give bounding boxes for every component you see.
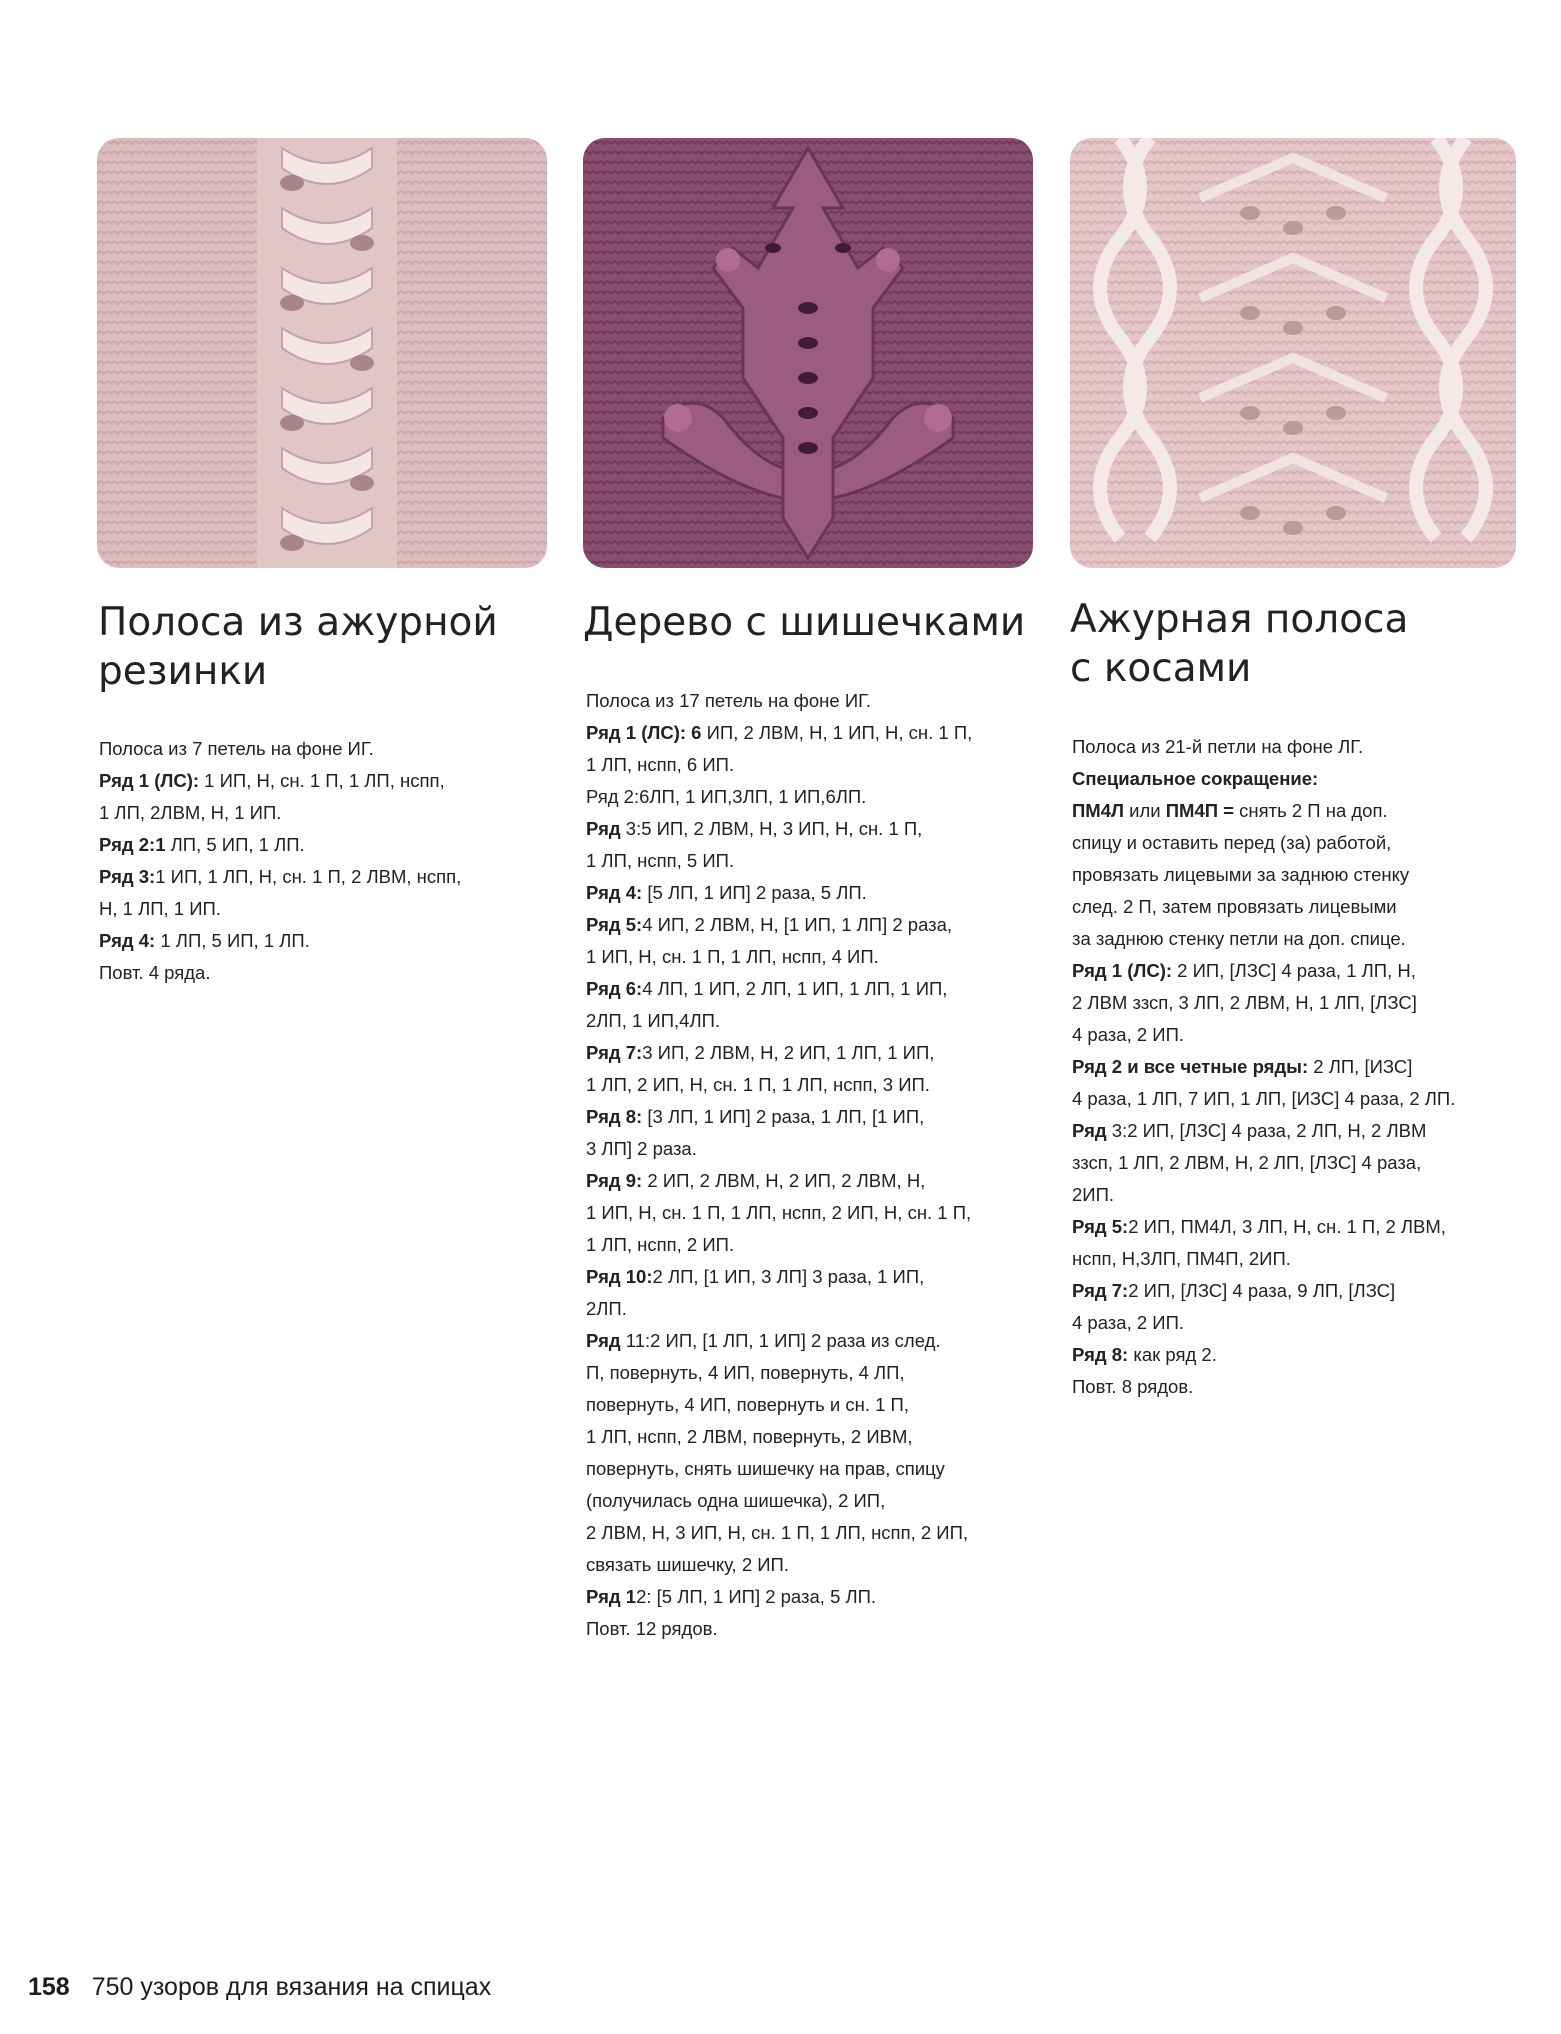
- instruction-line: Ряд 1 (ЛС): 6 ИП, 2 ЛВМ, Н, 1 ИП, Н, сн. 1 П,: [586, 722, 973, 743]
- instruction-line: связать шишечку, 2 ИП.: [586, 1554, 789, 1575]
- instruction-line: 1 ЛП, нспп, 2 ЛВМ, повернуть, 2 ИВМ,: [586, 1426, 913, 1447]
- page-footer: [28, 1973, 491, 2002]
- instruction-line: Ряд 4: [5 ЛП, 1 ИП] 2 раза, 5 ЛП.: [586, 882, 867, 903]
- instruction-line: 4 раза, 2 ИП.: [1072, 1312, 1185, 1333]
- instruction-line: 3 ЛП] 2 раза.: [586, 1138, 697, 1159]
- instruction-line: Ряд 3:1 ИП, 1 ЛП, Н, сн. 1 П, 2 ЛВМ, нспп,: [99, 866, 462, 887]
- instruction-line: Ряд 8: [3 ЛП, 1 ИП] 2 раза, 1 ЛП, [1 ИП,: [586, 1106, 925, 1127]
- instruction-line: Полоса из 17 петель на фоне ИГ.: [586, 690, 872, 711]
- instruction-line: спицу и оставить перед (за) работой,: [1072, 832, 1392, 853]
- instruction-line: нспп, Н,3ЛП, ПМ4П, 2ИП.: [1072, 1248, 1291, 1269]
- instruction-line: 4 раза, 1 ЛП, 7 ИП, 1 ЛП, [ИЗС] 4 раза, 2 ЛП.: [1072, 1088, 1456, 1109]
- instruction-line: Ряд 6:4 ЛП, 1 ИП, 2 ЛП, 1 ИП, 1 ЛП, 1 ИП,: [586, 978, 948, 999]
- swatch-photo-lace-stripe-with-cables: [1070, 138, 1516, 568]
- swatch-photo-tree-with-bobbles: [583, 138, 1033, 568]
- pattern-title-1-line2: резинки: [98, 649, 268, 694]
- instruction-line: Ряд 10:2 ЛП, [1 ИП, 3 ЛП] 3 раза, 1 ИП,: [586, 1266, 925, 1287]
- instruction-line: Ряд 7:3 ИП, 2 ЛВМ, Н, 2 ИП, 1 ЛП, 1 ИП,: [586, 1042, 935, 1063]
- instruction-line: Ряд 2:6ЛП, 1 ИП,3ЛП, 1 ИП,6ЛП.: [586, 786, 867, 807]
- instruction-line: Полоса из 7 петель на фоне ИГ.: [99, 738, 374, 759]
- instruction-line: Ряд 3:5 ИП, 2 ЛВМ, Н, 3 ИП, Н, сн. 1 П,: [586, 818, 923, 839]
- instruction-line: провязать лицевыми за заднюю стенку: [1072, 864, 1410, 885]
- pattern-instructions-3: [1072, 731, 1455, 1403]
- instruction-line: ПМ4Л или ПМ4П = снять 2 П на доп.: [1072, 800, 1388, 821]
- instruction-line: 4 раза, 2 ИП.: [1072, 1024, 1185, 1045]
- instruction-line: Ряд 3:2 ИП, [ЛЗС] 4 раза, 2 ЛП, Н, 2 ЛВМ: [1072, 1120, 1427, 1141]
- pattern-title-2-line1: Дерево с шишечками: [583, 600, 1026, 645]
- instruction-line: 2ИП.: [1072, 1184, 1115, 1205]
- instruction-line: Ряд 2:1 ЛП, 5 ИП, 1 ЛП.: [99, 834, 305, 855]
- instruction-line: ззсп, 1 ЛП, 2 ЛВМ, Н, 2 ЛП, [ЛЗС] 4 раза,: [1072, 1152, 1422, 1173]
- pattern-title-1: [98, 598, 498, 696]
- instruction-line: Ряд 7:2 ИП, [ЛЗС] 4 раза, 9 ЛП, [ЛЗС]: [1072, 1280, 1396, 1301]
- pattern-instructions-2: [586, 685, 972, 1645]
- instruction-line: за заднюю стенку петли на доп. спице.: [1072, 928, 1406, 949]
- instruction-line: Повт. 8 рядов.: [1072, 1376, 1194, 1397]
- instruction-line: Ряд 2 и все четные ряды: 2 ЛП, [ИЗС]: [1072, 1056, 1413, 1077]
- pattern-title-3: [1070, 595, 1408, 693]
- instruction-line: Полоса из 21-й петли на фоне ЛГ.: [1072, 736, 1364, 757]
- pattern-title-2: [583, 598, 1025, 647]
- instruction-line: (получилась одна шишечка), 2 ИП,: [586, 1490, 886, 1511]
- instruction-line: Повт. 12 рядов.: [586, 1618, 718, 1639]
- instruction-line: 1 ЛП, 2 ИП, Н, сн. 1 П, 1 ЛП, нспп, 3 ИП.: [586, 1074, 930, 1095]
- instruction-line: 1 ИП, Н, сн. 1 П, 1 ЛП, нспп, 2 ИП, Н, сн. 1 П,: [586, 1202, 972, 1223]
- instruction-line: Ряд 1 (ЛС): 2 ИП, [ЛЗС] 4 раза, 1 ЛП, Н,: [1072, 960, 1416, 981]
- book-title: 750 узоров для вязания на спицах: [91, 1973, 492, 2001]
- instruction-line: 2 ЛВМ ззсп, 3 ЛП, 2 ЛВМ, Н, 1 ЛП, [ЛЗС]: [1072, 992, 1417, 1013]
- instruction-line: Специальное сокращение:: [1072, 768, 1319, 789]
- swatch-photo-lace-rib: [97, 138, 547, 568]
- pattern-title-1-line1: Полоса из ажурной: [98, 600, 498, 645]
- pattern-title-3-line1: Ажурная полоса: [1070, 597, 1409, 642]
- instruction-line: Ряд 8: как ряд 2.: [1072, 1344, 1217, 1365]
- instruction-line: 1 ЛП, 2ЛВМ, Н, 1 ИП.: [99, 802, 282, 823]
- pattern-instructions-1: [99, 733, 461, 989]
- page-number: 158: [28, 1973, 70, 2001]
- instruction-line: Ряд 9: 2 ИП, 2 ЛВМ, Н, 2 ИП, 2 ЛВМ, Н,: [586, 1170, 926, 1191]
- instruction-line: Ряд 12: [5 ЛП, 1 ИП] 2 раза, 5 ЛП.: [586, 1586, 877, 1607]
- instruction-line: 2ЛП, 1 ИП,4ЛП.: [586, 1010, 721, 1031]
- instruction-line: 1 ЛП, нспп, 2 ИП.: [586, 1234, 735, 1255]
- pattern-title-3-line2: с косами: [1070, 646, 1252, 691]
- instruction-line: 2ЛП.: [586, 1298, 627, 1319]
- instruction-line: П, повернуть, 4 ИП, повернуть, 4 ЛП,: [586, 1362, 905, 1383]
- instruction-line: 1 ИП, Н, сн. 1 П, 1 ЛП, нспп, 4 ИП.: [586, 946, 879, 967]
- instruction-line: Повт. 4 ряда.: [99, 962, 211, 983]
- instruction-line: повернуть, снять шишечку на прав, спицу: [586, 1458, 945, 1479]
- instruction-line: Ряд 4: 1 ЛП, 5 ИП, 1 ЛП.: [99, 930, 310, 951]
- instruction-line: Ряд 11:2 ИП, [1 ЛП, 1 ИП] 2 раза из след.: [586, 1330, 941, 1351]
- instruction-line: Ряд 5:4 ИП, 2 ЛВМ, Н, [1 ИП, 1 ЛП] 2 раза,: [586, 914, 953, 935]
- instruction-line: Ряд 1 (ЛС): 1 ИП, Н, сн. 1 П, 1 ЛП, нспп,: [99, 770, 445, 791]
- instruction-line: повернуть, 4 ИП, повернуть и сн. 1 П,: [586, 1394, 909, 1415]
- instruction-line: 2 ЛВМ, Н, 3 ИП, Н, сн. 1 П, 1 ЛП, нспп, 2 ИП,: [586, 1522, 969, 1543]
- instruction-line: 1 ЛП, нспп, 5 ИП.: [586, 850, 735, 871]
- instruction-line: след. 2 П, затем провязать лицевыми: [1072, 896, 1397, 917]
- instruction-line: Н, 1 ЛП, 1 ИП.: [99, 898, 221, 919]
- instruction-line: Ряд 5:2 ИП, ПМ4Л, 3 ЛП, Н, сн. 1 П, 2 ЛВМ,: [1072, 1216, 1446, 1237]
- instruction-line: 1 ЛП, нспп, 6 ИП.: [586, 754, 735, 775]
